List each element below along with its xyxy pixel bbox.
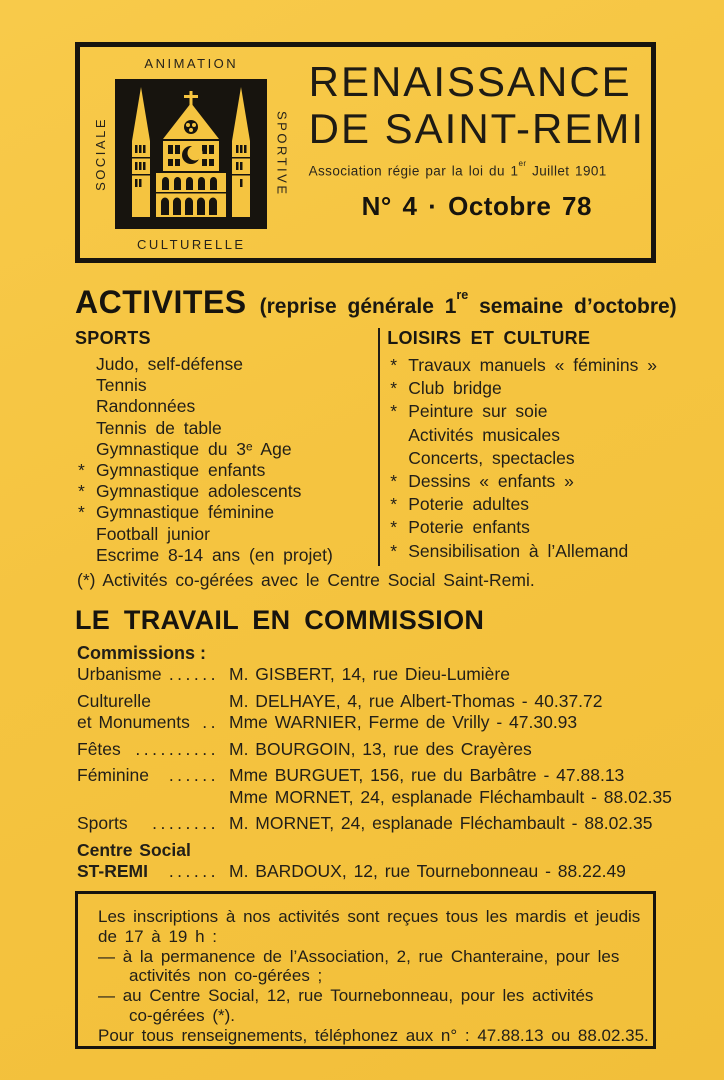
- sports-list-item: [75, 524, 378, 545]
- loisirs-list-item: [387, 447, 657, 470]
- masthead-box: [75, 42, 656, 263]
- co-managed-asterisk: [75, 545, 96, 566]
- leader-dots: ........: [152, 813, 219, 833]
- commission-contact: M. DELHAYE, 4, rue Albert-Thomas - 40.37.72: [229, 690, 603, 711]
- co-managed-asterisk: [75, 396, 96, 417]
- activity-label: Escrime 8-14 ans (en projet): [96, 544, 333, 565]
- loisirs-column: [378, 328, 657, 566]
- co-managed-asterisk: *: [390, 517, 398, 538]
- logo-label-animation: ANIMATION: [144, 56, 239, 71]
- commission-contact: M. BOURGOIN, 13, rue des Crayères: [229, 738, 532, 759]
- co-managed-asterisk: [387, 424, 408, 447]
- loisirs-column-title: LOISIRS ET CULTURE: [387, 328, 591, 348]
- co-managed-asterisk: [75, 418, 96, 439]
- sports-list-item: [75, 375, 378, 396]
- commission-label-cell: [77, 739, 229, 761]
- commission-table: [77, 664, 672, 883]
- commission-row: [77, 786, 672, 809]
- inscriptions-box: [75, 891, 656, 1049]
- co-managed-asterisk: [75, 354, 96, 375]
- activity-label: Gymnastique féminine: [96, 502, 275, 523]
- sports-column: [75, 328, 378, 566]
- loisirs-list-item: [387, 470, 657, 493]
- association-logo: [84, 52, 299, 254]
- co-managed-asterisk: *: [390, 471, 398, 492]
- activity-label: Poterie enfants: [408, 517, 530, 538]
- sports-list: [75, 354, 378, 566]
- inscriptions-line: activités non co-gérées ;: [129, 966, 323, 986]
- commission-name: Féminine: [77, 765, 149, 785]
- commission-name: Sports: [77, 813, 128, 833]
- activites-subtitle-sup: re: [456, 288, 469, 303]
- commission-row: [77, 739, 657, 761]
- commission-name: Centre Social: [77, 839, 191, 860]
- co-managed-asterisk: *: [390, 378, 398, 399]
- co-managed-asterisk: *: [390, 355, 398, 375]
- sports-list-item: [75, 460, 378, 481]
- commission-contact: M. GISBERT, 14, rue Dieu-Lumière: [229, 664, 510, 684]
- commission-name: Fêtes: [77, 738, 121, 759]
- commission-label-cell: [77, 861, 229, 883]
- co-managed-asterisk: [387, 447, 408, 470]
- loisirs-list-item: [387, 424, 657, 447]
- co-managed-footnote: (*) Activités co-gérées avec le Centre Social Saint-Remi.: [77, 570, 535, 590]
- leader-dots: ......: [168, 765, 219, 785]
- loisirs-list-item: [387, 377, 657, 400]
- logo-label-culturelle: CULTURELLE: [137, 237, 246, 252]
- commission-label-cell: [77, 712, 229, 734]
- activity-label: Football junior: [96, 523, 210, 544]
- inscriptions-line: — au Centre Social, 12, rue Tournebonneau, pour les activités: [98, 986, 594, 1006]
- activity-label: Poterie adultes: [408, 494, 529, 515]
- loisirs-list-item: [387, 493, 657, 516]
- logo-label-sociale: SOCIALE: [93, 117, 109, 191]
- activity-label: Gymnastique adolescents: [96, 481, 302, 502]
- inscriptions-line: co-gérées (*).: [129, 1005, 235, 1025]
- inscriptions-line: Les inscriptions à nos activités sont reçues tous les mardis et jeudis: [98, 907, 641, 926]
- commission-label-cell: [77, 840, 229, 862]
- association-law-line: [308, 159, 645, 179]
- sports-list-item: [75, 545, 378, 566]
- commission-name: Urbanisme: [77, 664, 162, 684]
- sports-list-item: [75, 502, 378, 523]
- sports-list-item: [75, 396, 378, 417]
- co-managed-asterisk: *: [78, 481, 85, 502]
- commission-heading: LE TRAVAIL EN COMMISSION: [75, 605, 485, 635]
- activity-label: Travaux manuels « féminins »: [408, 355, 657, 375]
- commission-name: et Monuments: [77, 712, 190, 732]
- commission-label-cell: [77, 691, 229, 713]
- sports-list-item: [75, 418, 378, 439]
- activity-label: Peinture sur soie: [408, 401, 548, 422]
- issue-number: N° 4 · Octobre 78: [361, 190, 592, 221]
- commission-row: [77, 840, 657, 862]
- commission-label-cell: [77, 813, 229, 835]
- co-managed-asterisk: *: [78, 460, 85, 481]
- activity-label: Gymnastique enfants: [96, 460, 266, 481]
- activites-subtitle-tail: semaine d’octobre): [468, 295, 677, 318]
- law-line-text: Association régie par la loi du 1: [308, 163, 519, 179]
- commission-row: [77, 765, 657, 787]
- sports-list-item: [75, 354, 378, 375]
- logo-label-sportive: SPORTIVE: [274, 111, 290, 197]
- commission-row: [77, 712, 657, 734]
- activity-label: Gymnastique du 3ᵉ Age: [96, 438, 292, 459]
- loisirs-list-item: [387, 516, 657, 539]
- law-line-tail: Juillet 1901: [526, 163, 607, 179]
- commission-contact: Mme WARNIER, Ferme de Vrilly - 47.30.93: [229, 712, 578, 732]
- activity-label: Sensibilisation à l’Allemand: [408, 540, 629, 561]
- commission-row: [77, 813, 657, 835]
- co-managed-asterisk: *: [390, 540, 398, 561]
- loisirs-list-item: [387, 540, 657, 563]
- commission-contact: M. MORNET, 24, esplanade Fléchambault - 88.02.35: [229, 813, 653, 833]
- activites-subtitle: [259, 288, 677, 318]
- newsletter-title-line2: DE SAINT-REMI: [308, 105, 645, 152]
- activity-label: Concerts, spectacles: [408, 447, 575, 468]
- loisirs-list: [387, 354, 657, 563]
- co-managed-asterisk: [75, 439, 96, 460]
- commission-label-cell: [77, 765, 229, 787]
- leader-dots: ..: [202, 712, 219, 732]
- activity-label: Activités musicales: [408, 424, 561, 445]
- activity-label: Tennis: [96, 375, 147, 396]
- newsletter-title-line1: RENAISSANCE: [308, 58, 632, 105]
- sports-column-title: SPORTS: [75, 328, 151, 348]
- inscriptions-line: de 17 à 19 h :: [98, 926, 217, 946]
- commission-contact: Mme BURGUET, 156, rue du Barbâtre - 47.88.13: [229, 765, 625, 785]
- commission-row: [77, 861, 657, 883]
- activites-heading: [75, 284, 677, 321]
- leader-dots: ......: [168, 664, 219, 684]
- logo-middle-row: [93, 79, 289, 229]
- co-managed-asterisk: [75, 524, 96, 545]
- activity-label: Judo, self-défense: [96, 354, 244, 374]
- leader-dots: ..........: [135, 738, 219, 759]
- church-facade-icon: [115, 79, 267, 229]
- activity-label: Club bridge: [408, 378, 502, 399]
- commission-row: [77, 691, 657, 713]
- leader-dots: ......: [168, 861, 219, 881]
- sports-list-item: [75, 481, 378, 502]
- commission-name: ST-REMI: [77, 861, 148, 881]
- inscriptions-line: Pour tous renseignements, téléphonez aux n° : 47.88.13 ou 88.02.35.: [98, 1025, 649, 1045]
- commission-row: [77, 664, 657, 686]
- co-managed-asterisk: *: [390, 401, 398, 422]
- activity-label: Randonnées: [96, 396, 196, 417]
- activites-title: ACTIVITES: [75, 284, 247, 320]
- law-line-sup: er: [518, 159, 527, 169]
- commission-name: Culturelle: [77, 690, 151, 711]
- activities-columns: [75, 328, 657, 566]
- co-managed-asterisk: *: [390, 494, 398, 515]
- commission-contact: Mme MORNET, 24, esplanade Fléchambault - 88.02.35: [229, 786, 672, 807]
- co-managed-asterisk: *: [78, 502, 85, 523]
- commission-subheading: Commissions :: [77, 643, 207, 663]
- loisirs-list-item: [387, 400, 657, 423]
- loisirs-list-item: [387, 354, 657, 377]
- co-managed-asterisk: [75, 375, 96, 396]
- commission-label-cell: [77, 664, 229, 686]
- commission-contact: M. BARDOUX, 12, rue Tournebonneau - 88.22.49: [229, 861, 626, 881]
- masthead-titles: [299, 52, 645, 254]
- activites-subtitle-text: (reprise générale 1: [259, 295, 457, 318]
- activity-label: Tennis de table: [96, 417, 222, 438]
- activity-label: Dessins « enfants »: [408, 471, 574, 492]
- inscriptions-line: — à la permanence de l’Association, 2, rue Chanteraine, pour les: [98, 946, 620, 966]
- sports-list-item: [75, 439, 378, 460]
